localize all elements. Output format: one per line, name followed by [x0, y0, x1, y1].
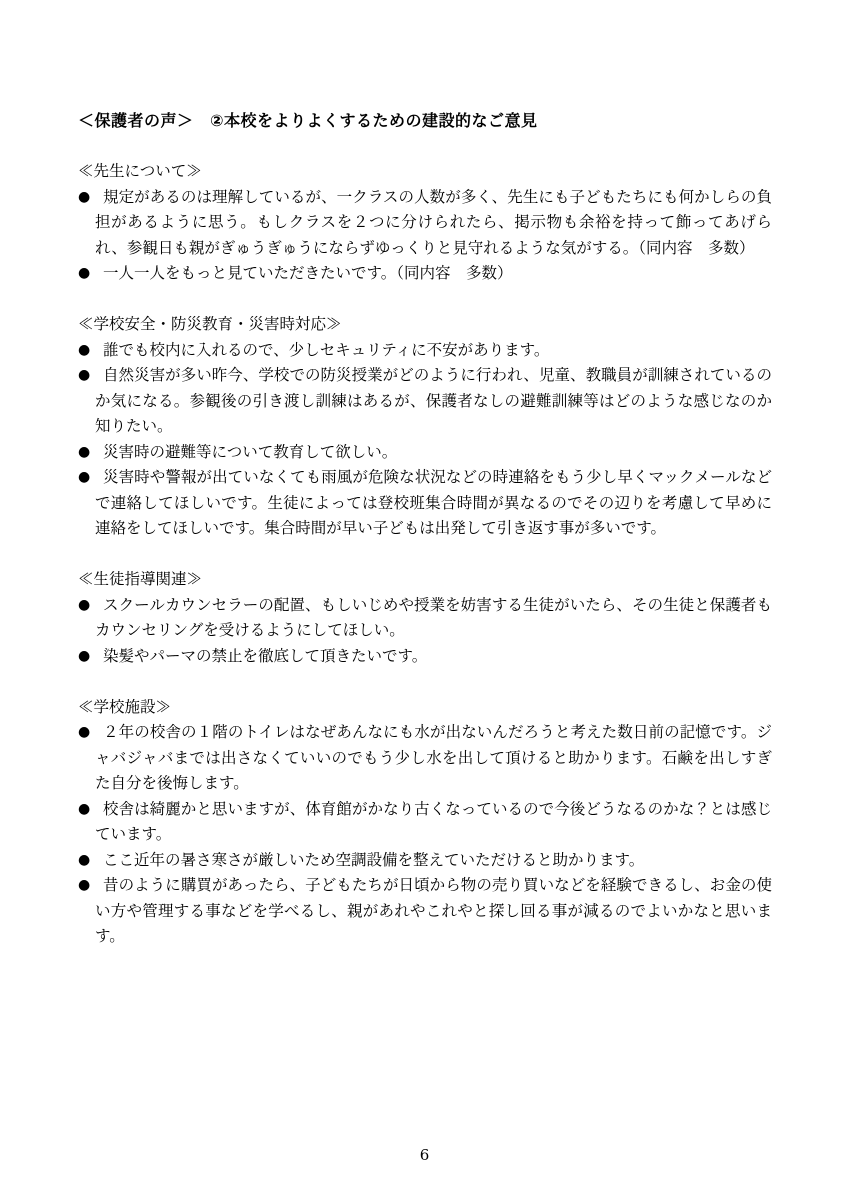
bullet-icon: ●	[78, 341, 91, 358]
section-items	[78, 720, 772, 950]
feedback-section	[78, 567, 772, 669]
feedback-item	[78, 465, 772, 542]
feedback-section	[78, 312, 772, 542]
bullet-icon: ●	[78, 265, 91, 281]
feedback-text: 規定があるのは理解しているが、一クラスの人数が多く、先生にも子どもたちにも何かしらの負担があるように思う。もしクラスを２つに分けられたら、掲示物も余裕を持って飾ってあげられ、参観日も親がぎゅうぎゅうにならずゆっくりと見守れるような気がする。（同内容 多数）	[95, 187, 772, 257]
section-items	[78, 593, 772, 670]
bullet-icon: ●	[78, 851, 91, 868]
feedback-text: 昔のように購買があったら、子どもたちが日頃から物の売り買いなどを経験できるし、お金の使い方や管理する事などを学べるし、親があれやこれやと探し回る事が減るのでよいかなと思います。	[95, 876, 772, 945]
feedback-text: 自然災害が多い昨今、学校での防災授業がどのように行われ、児童、教職員が訓練されているのか気になる。参観後の引き渡し訓練はあるが、保護者なしの避難訓練等はどのような感じなのか知りたい。	[95, 366, 772, 435]
feedback-text: 染髪やパーマの禁止を徹底して頂きたいです。	[103, 646, 428, 665]
section-heading: ≪学校安全・防災教育・災害時対応≫	[78, 315, 342, 333]
bullet-icon: ●	[78, 724, 91, 740]
bullet-icon: ●	[78, 877, 91, 893]
document-content	[78, 108, 772, 950]
feedback-item	[78, 185, 772, 262]
feedback-text: 校舎は綺麗かと思いますが、体育館がかなり古くなっているので今後どうなるのかな？とは感じています。	[95, 799, 772, 843]
section-items	[78, 185, 772, 287]
page-number: 6	[419, 1146, 430, 1164]
bullet-icon: ●	[78, 367, 91, 383]
feedback-item	[78, 261, 772, 287]
bullet-icon: ●	[78, 443, 91, 460]
bullet-icon: ●	[78, 647, 91, 664]
feedback-text: ここ近年の暑さ寒さが厳しいため空調設備を整えていただけると助かります。	[103, 850, 645, 869]
section-heading: ≪先生について≫	[78, 162, 202, 180]
feedback-item	[78, 440, 772, 466]
feedback-section	[78, 159, 772, 287]
feedback-text: ２年の校舎の１階のトイレはなぜあんなにも水が出ないんだろうと考えた数日前の記憶です。ジャバジャバまでは出さなくていいのでもう少し水を出して頂けると助かります。石鹸を出しすぎた自分を後悔します。	[95, 723, 772, 792]
bullet-icon: ●	[78, 596, 91, 613]
section-heading: ≪生徒指導関連≫	[78, 570, 203, 588]
page-title: ＜保護者の声＞ ②本校をよりよくするための建設的なご意見	[78, 111, 538, 130]
feedback-item	[78, 363, 772, 440]
bullet-icon: ●	[78, 800, 91, 817]
feedback-text: 災害時や警報が出ていなくても雨風が危険な状況などの時連絡をもう少し早くマックメールなどで連絡してほしいです。生徒によっては登校班集合時間が異なるのでその辺りを考慮して早めに連絡をしてほしいです。集合時間が早い子どもは出発して引き返す事が多いです。	[95, 468, 772, 537]
feedback-text: 災害時の避難等について教育して欲しい。	[103, 442, 398, 461]
section-heading: ≪学校施設≫	[78, 697, 172, 716]
feedback-item	[78, 720, 772, 797]
feedback-text: 誰でも校内に入れるので、少しセキュリティに不安があります。	[103, 340, 550, 359]
sections-container	[78, 159, 772, 950]
feedback-item	[78, 338, 772, 364]
feedback-item	[78, 797, 772, 848]
feedback-text: スクールカウンセラーの配置、もしいじめや授業を妨害する生徒がいたら、その生徒と保護者もカウンセリングを受けるようにしてほしい。	[95, 595, 772, 639]
feedback-item	[78, 644, 772, 670]
feedback-section	[78, 695, 772, 950]
feedback-text: 一人一人をもっと見ていただきたいです。（同内容 多数）	[103, 264, 513, 282]
section-items	[78, 338, 772, 542]
bullet-icon: ●	[78, 188, 91, 205]
feedback-item	[78, 873, 772, 950]
feedback-item	[78, 593, 772, 644]
bullet-icon: ●	[78, 469, 91, 485]
feedback-item	[78, 848, 772, 874]
